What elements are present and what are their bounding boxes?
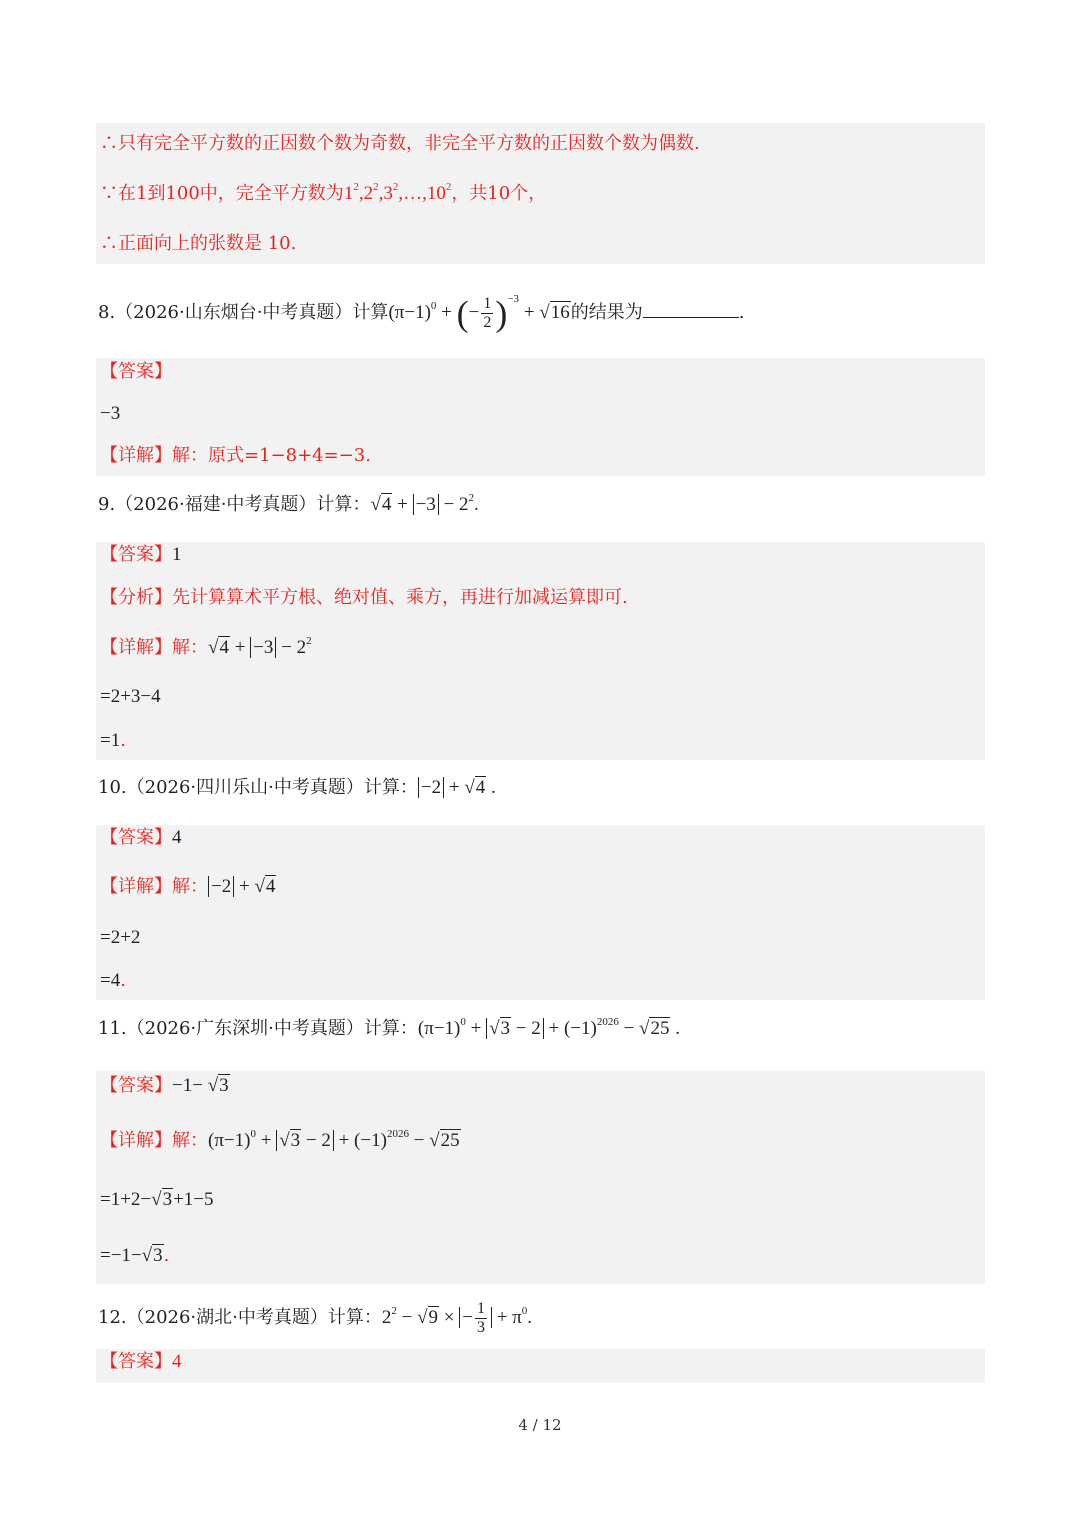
answer-blank [643, 301, 739, 318]
solution-block-11 [96, 1071, 985, 1284]
q11-answer [100, 1074, 230, 1098]
answer-label: 【答案】 [100, 827, 172, 848]
q8-answer: −3 [100, 403, 121, 424]
q8-answer-label-line [100, 360, 172, 384]
detail-label: 【详解】 [100, 876, 172, 897]
question-9-stem: 9.（2026·福建·中考真题）计算： [98, 494, 371, 515]
q9-analysis-text: 先计算算术平方根、绝对值、乘方，再进行加减运算即可. [172, 587, 628, 608]
question-9-expression: $√4 + -3 - 2^2$. [370, 492, 479, 515]
q8-detail-text: 解：原式=1−8+4=−3. [172, 445, 371, 466]
q10-detail-expression: −2 + √4 [208, 876, 276, 897]
detail-label: 【详解】 [100, 1130, 172, 1151]
page-number: 4 / 12 [518, 1416, 562, 1434]
question-11 [98, 1017, 680, 1041]
q9-detail [100, 636, 312, 660]
question-10-expression: −2 + √4 . [418, 777, 496, 798]
period: . [163, 1245, 170, 1266]
q11-step-2 [100, 1244, 169, 1268]
solution-line-3: ∴正面向上的张数是 10. [100, 233, 297, 254]
q9-step-2 [100, 729, 126, 753]
q11-detail [100, 1129, 461, 1153]
q10-detail [100, 875, 276, 899]
detail-label: 【详解】 [100, 637, 172, 658]
question-8-suffix: 的结果为 [570, 301, 643, 323]
question-11-expression: $(\pi-1)^0 + √3 - 2 + (-1)^{2026} - √25$ . [417, 1016, 680, 1039]
squares-list: $1^2,2^2,3^2,\dots,10^2$ [343, 181, 452, 204]
question-12-stem: 12.（2026·湖北·中考真题）计算： [98, 1306, 382, 1328]
q12-answer-value: 4 [172, 1351, 182, 1372]
sqrt-3: √3 [151, 1189, 173, 1210]
q11-step-1-a: =1+2− [100, 1189, 152, 1210]
answer-label: 【答案】 [100, 361, 172, 382]
question-9 [98, 493, 479, 517]
question-10-stem: 10.（2026·四川乐山·中考真题）计算： [98, 777, 418, 798]
solution-line-2-text: ∵在1到100中，完全平方数为 [100, 183, 344, 204]
q10-detail-prefix: 解： [172, 876, 208, 897]
q11-detail-expression: $(\pi-1)^0 + √3 - 2 + (-1)^{2026} - √25$ [208, 1128, 460, 1151]
q9-detail-prefix: 解： [172, 637, 208, 658]
solution-block-12 [96, 1349, 985, 1383]
question-8-end: . [738, 301, 745, 323]
period: . [120, 730, 126, 751]
q9-step-2-value: =1 [100, 730, 121, 751]
detail-label: 【详解】 [100, 445, 172, 466]
answer-label: 【答案】 [100, 1351, 172, 1372]
q9-answer-value: 1 [172, 544, 182, 565]
q10-step-1: =2+2 [100, 927, 141, 948]
q11-step-1-b: +1−5 [173, 1189, 214, 1210]
q8-detail [100, 444, 371, 468]
q11-answer-value: −1− √3 [172, 1075, 229, 1096]
solution-line-1: ∴只有完全平方数的正因数个数为奇数，非完全平方数的正因数个数为偶数. [100, 133, 700, 154]
q11-step-2-value: =−1− [100, 1245, 142, 1266]
q11-step-1 [100, 1188, 214, 1212]
q10-answer-value: 4 [172, 827, 182, 848]
q11-detail-prefix: 解： [172, 1130, 208, 1151]
q10-answer [100, 826, 182, 850]
answer-label: 【答案】 [100, 544, 172, 565]
q9-step-1: =2+3−4 [100, 686, 161, 707]
sqrt-3: √3 [141, 1245, 163, 1266]
question-10 [98, 776, 496, 800]
question-12-expression: $2^2 - √9$ × − $\frac{1}{3}$ + $\pi^0$. [381, 1300, 533, 1336]
question-11-stem: 11.（2026·广东深圳·中考真题）计算： [98, 1018, 418, 1039]
q9-analysis [100, 586, 628, 610]
q12-answer [100, 1350, 182, 1374]
q9-answer [100, 543, 182, 567]
solution-line-2-end: ，共10个， [451, 183, 547, 204]
q10-step-2-value: =4 [100, 970, 121, 991]
solution-line-2 [100, 182, 546, 206]
question-8-stem: 8.（2026·山东烟台·中考真题）计算 [98, 301, 389, 323]
solution-block-10 [96, 825, 985, 1000]
question-8 [98, 292, 745, 334]
q10-step-2 [100, 969, 126, 993]
question-12 [98, 1300, 532, 1337]
question-8-expression: $(\pi-1)^0$ + (− $\frac{1}{2}$ )$^{-3}$ + √16 [388, 292, 570, 334]
period: . [120, 970, 126, 991]
analysis-label: 【分析】 [100, 587, 172, 608]
q9-detail-expression: $√4 + -3 - 2^2$ [208, 635, 312, 658]
answer-label: 【答案】 [100, 1075, 172, 1096]
